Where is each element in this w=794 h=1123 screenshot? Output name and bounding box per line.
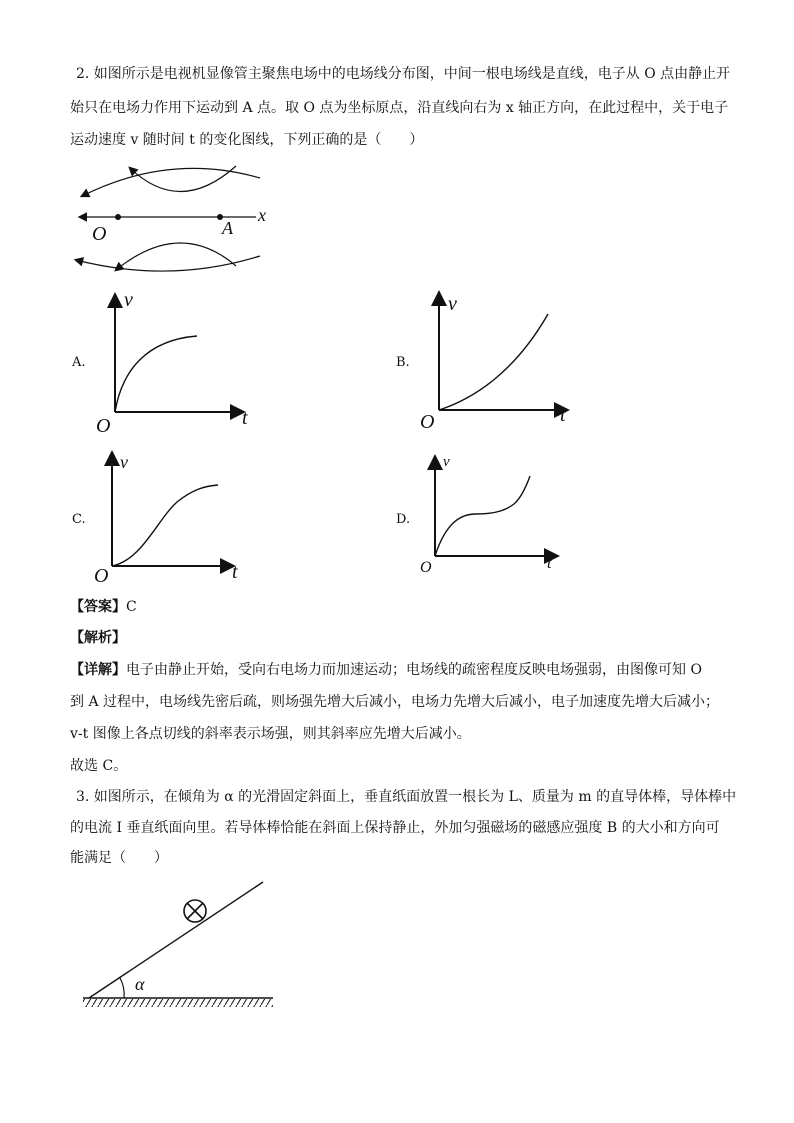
option-a-curve xyxy=(115,336,197,412)
q2-stem-line-2: 始只在电场力作用下运动到 A 点。取 O 点为坐标原点，沿直线向右为 x 轴正方向，在此过程中，关于电子 xyxy=(70,100,729,116)
option-b-label[interactable]: B. xyxy=(396,355,410,370)
option-d-v-label: v xyxy=(443,454,450,470)
option-a-o-label: O xyxy=(96,415,111,437)
option-c-v-label: v xyxy=(120,452,128,472)
point-o-dot xyxy=(115,214,121,220)
q3-stem-line-1: 3. 如图所示，在倾角为 α 的光滑固定斜面上，垂直纸面放置一根长为 L、质量为 m 的直导体棒，导体棒中 xyxy=(76,789,737,805)
q2-stem-line-1: 2. 如图所示是电视机显像管主聚焦电场中的电场线分布图，中间一根电场线是直线，电子从 O 点由静止开 xyxy=(76,66,731,82)
conclusion-line: 故选 C。 xyxy=(70,758,128,774)
answer-value: C xyxy=(126,599,137,615)
q2-stem-line-3: 运动速度 v 随时间 t 的变化图线，下列正确的是（ ） xyxy=(70,132,424,148)
answer-line xyxy=(70,597,137,617)
option-a-label[interactable]: A. xyxy=(72,355,86,370)
option-c-t-label: t xyxy=(232,561,238,583)
option-a-v-label: v xyxy=(124,289,133,311)
option-a-graph[interactable] xyxy=(92,290,252,440)
angle-label: α xyxy=(135,974,145,994)
option-d-o-label: O xyxy=(420,559,432,576)
label-point-a: A xyxy=(222,218,233,238)
incline-diagram xyxy=(75,875,295,1015)
angle-arc xyxy=(120,978,124,998)
option-b-graph[interactable] xyxy=(416,290,576,440)
option-d-t-label: t xyxy=(547,555,552,572)
detail-line-2: 到 A 过程中，电场线先密后疏，则场强先增大后减小，电场力先增大后减小，电子加速度先增大后减小； xyxy=(70,694,720,710)
detail-line-1 xyxy=(70,660,702,680)
option-d-label[interactable]: D. xyxy=(396,512,411,527)
answer-tag: 【答案】 xyxy=(70,599,126,615)
q3-stem-line-3: 能满足（ ） xyxy=(70,850,168,866)
option-b-t-label: t xyxy=(560,404,566,426)
field-lines-diagram xyxy=(70,160,290,270)
q3-stem-line-2: 的电流 I 垂直纸面向里。若导体棒恰能在斜面上保持静止，外加匀强磁场的磁感应强度 B 的大小和方向可 xyxy=(70,820,720,836)
field-line-upper-outer xyxy=(82,168,260,196)
field-line-lower-outer xyxy=(76,256,260,271)
option-b-o-label: O xyxy=(420,411,435,433)
ground-hatching xyxy=(83,999,273,1007)
label-x-axis: x xyxy=(258,205,266,225)
analysis-tag: 【解析】 xyxy=(70,630,126,646)
option-d-curve xyxy=(435,476,530,556)
detail-text-1: 电子由静止开始，受向右电场力而加速运动；电场线的疏密程度反映电场强弱，由图像可知 O xyxy=(126,662,702,678)
option-c-o-label: O xyxy=(94,565,109,587)
option-c-label[interactable]: C. xyxy=(72,512,86,527)
detail-tag: 【详解】 xyxy=(70,662,126,678)
incline-surface xyxy=(89,882,263,998)
option-d-graph[interactable] xyxy=(416,452,576,582)
label-origin: O xyxy=(92,223,107,245)
conductor-into-page-icon xyxy=(184,900,206,922)
option-b-curve xyxy=(439,314,548,410)
option-c-curve xyxy=(112,485,218,566)
option-c-graph[interactable] xyxy=(92,450,252,590)
detail-line-3: v-t 图像上各点切线的斜率表示场强，则其斜率应先增大后减小。 xyxy=(70,726,471,742)
option-b-v-label: v xyxy=(448,293,457,315)
option-a-t-label: t xyxy=(242,407,248,429)
